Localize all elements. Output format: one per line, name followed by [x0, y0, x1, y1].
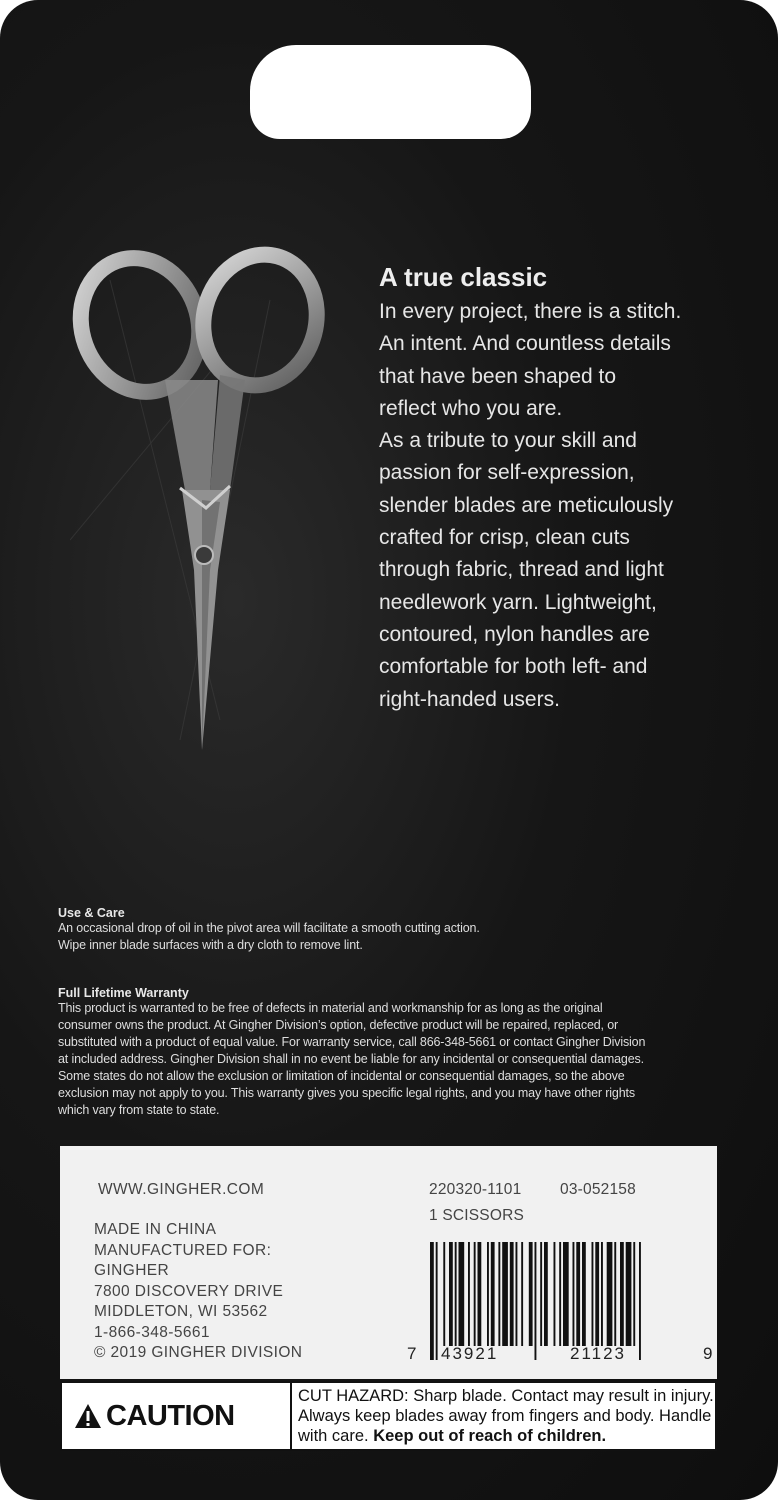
- warranty-line: at included address. Gingher Division shall in no event be liable for any incidental or consequential damages.: [58, 1052, 644, 1066]
- barcode-bar: [491, 1242, 495, 1346]
- barcode-bar: [633, 1242, 635, 1346]
- barcode-bar: [474, 1242, 476, 1346]
- barcode-bar: [459, 1242, 465, 1346]
- warranty-line: This product is warranted to be free of defects in material and workmanship for as long as the original: [58, 1001, 603, 1015]
- use-care-line: An occasional drop of oil in the pivot area will facilitate a smooth cutting action.: [58, 921, 480, 935]
- quantity: 1 SCISSORS: [429, 1207, 525, 1224]
- barcode-bar: [592, 1242, 594, 1346]
- description-line: An intent. And countless details: [379, 332, 671, 356]
- description-line: comfortable for both left- and: [379, 655, 648, 679]
- address-line: 1-866-348-5661: [94, 1323, 210, 1341]
- barcode-bar: [529, 1242, 533, 1346]
- caution-text: [298, 1386, 714, 1446]
- caution-box: [60, 1381, 717, 1451]
- website: WWW.GINGHER.COM: [98, 1181, 265, 1198]
- barcode-bar: [601, 1242, 603, 1346]
- barcode-bar: [487, 1242, 489, 1346]
- barcode-bar: [521, 1242, 523, 1346]
- caution-emphasis: Keep out of reach of children.: [373, 1427, 607, 1445]
- warranty: [58, 986, 738, 1119]
- warranty-heading: Full Lifetime Warranty: [58, 986, 189, 1000]
- description-line: reflect who you are.: [379, 396, 563, 420]
- label-panel: [60, 1146, 717, 1379]
- barcode-bar: [554, 1242, 556, 1346]
- warranty-line: exclusion may not apply to you. This warranty gives you specific legal rights, and you may have other rights: [58, 1086, 635, 1100]
- caution-label: [62, 1383, 292, 1449]
- warranty-line: which vary from state to state.: [58, 1103, 220, 1117]
- use-care-line: Wipe inner blade surfaces with a dry cloth to remove lint.: [58, 938, 363, 952]
- barcode-bar: [559, 1242, 561, 1346]
- sku: 220320-1101: [429, 1181, 522, 1198]
- scissors-illustration: [70, 240, 340, 760]
- barcode-bar: [510, 1242, 514, 1346]
- barcode-bar: [639, 1242, 641, 1360]
- barcode-bar: [540, 1242, 542, 1346]
- barcode-bar: [626, 1242, 632, 1346]
- barcode-bar: [430, 1242, 434, 1360]
- barcode-bar: [468, 1242, 470, 1346]
- address-line: MADE IN CHINA: [94, 1221, 217, 1238]
- barcode-bar: [614, 1242, 616, 1346]
- barcode-bar: [436, 1242, 438, 1360]
- hang-hole: [250, 45, 531, 139]
- barcode-digit-first: 7: [407, 1344, 417, 1363]
- barcode-bar: [573, 1242, 575, 1346]
- barcode-digit-last: 9: [703, 1344, 713, 1363]
- barcode-bar: [443, 1242, 445, 1346]
- caution-word: CAUTION: [106, 1400, 235, 1432]
- address-line: 7800 DISCOVERY DRIVE: [94, 1282, 284, 1300]
- description-line: through fabric, thread and light: [379, 558, 664, 582]
- description: [379, 296, 739, 716]
- description-line: right-handed users.: [379, 687, 560, 711]
- use-care-heading: Use & Care: [58, 906, 125, 920]
- use-and-care: [58, 906, 738, 954]
- description-line: passion for self-expression,: [379, 461, 635, 485]
- barcode-bar: [449, 1242, 453, 1346]
- barcode-bar: [502, 1242, 508, 1346]
- headline: A true classic: [379, 262, 548, 292]
- address-line: MANUFACTURED FOR:: [94, 1241, 272, 1259]
- barcode-bar: [498, 1242, 500, 1346]
- barcode-group-left: 43921: [441, 1344, 499, 1363]
- barcode-bar: [582, 1242, 586, 1346]
- barcode-bar: [620, 1242, 624, 1346]
- description-line: In every project, there is a stitch.: [379, 300, 682, 323]
- description-line: contoured, nylon handles are: [379, 622, 650, 646]
- barcode-bar: [595, 1242, 599, 1346]
- barcode-bar: [563, 1242, 569, 1346]
- warranty-line: substituted with a product of equal value. For warranty service, call 866-348-5661 or contact Gingher Division: [58, 1035, 646, 1049]
- barcode-bar: [607, 1242, 613, 1346]
- description-line: As a tribute to your skill and: [379, 429, 637, 453]
- description-line: slender blades are meticulously: [379, 493, 674, 517]
- warranty-line: Some states do not allow the exclusion or limitation of incidental or consequential damages, so the above: [58, 1069, 625, 1083]
- barcode-bar: [516, 1242, 518, 1346]
- manufacturer-address: [94, 1220, 302, 1364]
- barcode-bar: [544, 1242, 548, 1346]
- barcode-bar: [576, 1242, 580, 1346]
- description-line: that have been shaped to: [379, 364, 617, 388]
- warning-triangle-icon: [74, 1403, 102, 1429]
- barcode-bar: [478, 1242, 482, 1346]
- barcode-bar: [535, 1242, 537, 1360]
- address-line: MIDDLETON, WI 53562: [94, 1303, 268, 1320]
- item-code: 03-052158: [560, 1181, 636, 1198]
- description-line: crafted for crisp, clean cuts: [379, 526, 630, 550]
- address-line: © 2019 GINGHER DIVISION: [94, 1344, 303, 1361]
- warranty-line: consumer owns the product. At Gingher Division’s option, defective product will be repaired, replaced, or: [58, 1018, 619, 1032]
- caution-body: CUT HAZARD: Sharp blade. Contact may result in injury. Always keep blades away from fingers and body. Handle with care.: [298, 1387, 714, 1445]
- barcode-group-right: 21123: [570, 1344, 627, 1363]
- barcode-bar: [455, 1242, 457, 1346]
- address-line: GINGHER: [94, 1262, 170, 1279]
- description-line: needlework yarn. Lightweight,: [379, 590, 657, 614]
